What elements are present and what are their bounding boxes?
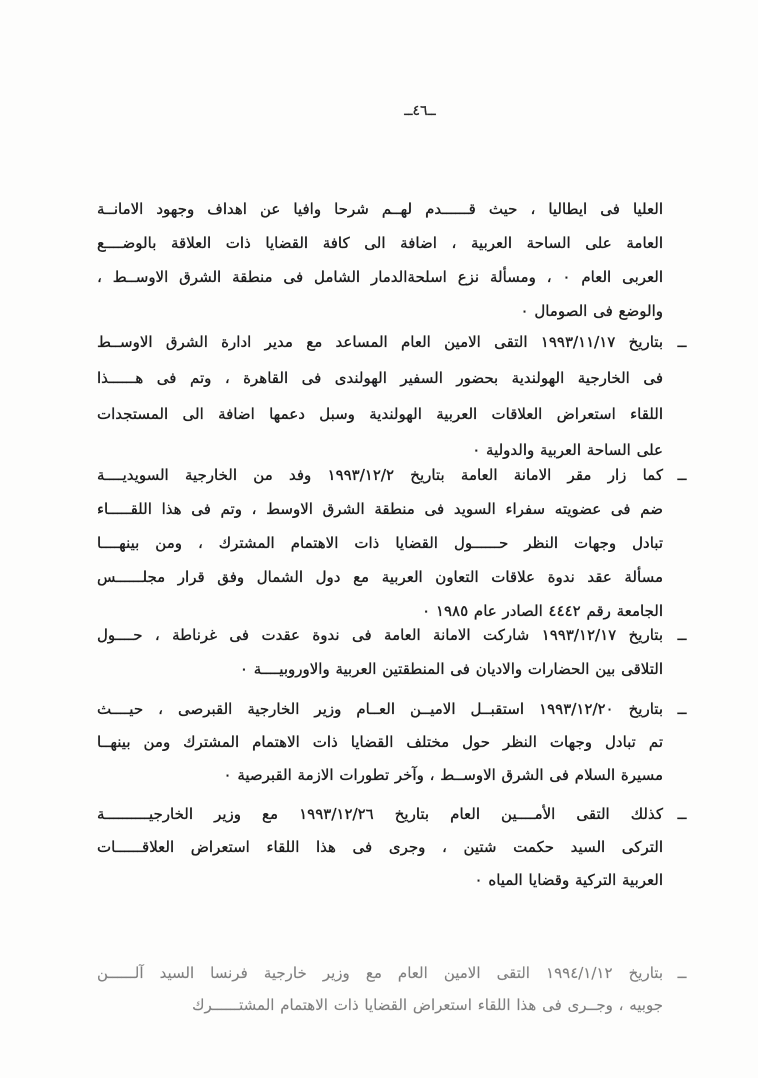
text-line: الجامعة رقم ٤٤٤٢ الصادر عام ١٩٨٥ ٠ [422,602,663,620]
text-line: مسيرة السلام فى الشرق الاوســط ، وآخر تطورات الازمة القبرصية ٠ [223,766,663,784]
page-number: ــ٤٦ــ [404,103,436,119]
dash-bullet-marker: ــ [677,626,687,644]
text-line: على الساحة العربية والدولية ٠ [472,441,663,459]
text-line: بتاريخ ١٩٩٣/١٢/٢٠ استقبــل الاميــن العــام وزير الخارجية القبرصى ، حيــــث [97,700,663,718]
text-line: جوبيه ، وجــرى فى هذا اللقاء استعراض القضايا ذات الاهتمام المشتــــــرك [192,996,663,1014]
text-line: تبادل وجهات النظر حــــــول القضايا ذات الاهتمام المشترك ، ومن بينهــــا [97,534,663,552]
text-line: كذلك التقى الأمــــين العام بتاريخ ١٩٩٣/١٢/٢٦ مع وزير الخارجيــــــــــة [97,805,663,823]
dash-bullet-marker: ــ [677,805,687,823]
bullet-paragraph [97,693,687,792]
text-line: التركى السيد حكمت شتين ، وجرى فى هذا اللقاء استعراض العلاقــــــات [97,838,663,856]
bullet-paragraph [97,324,687,468]
text-line: فى الخارجية الهولندية بحضور السفير الهولندى فى القاهرة ، وتم فى هــــــذا [97,369,663,387]
bullet-paragraph [97,458,687,628]
text-line: كما زار مقر الامانة العامة بتاريخ ١٩٩٣/١٢/٢ وفد من الخارجية السويديــــة [97,466,663,484]
dash-bullet-marker: ــ [677,700,687,718]
text-line: ضم فى عضويته سفراء السويد فى منطقة الشرق الاوسط ، وتم فى هذا اللقـــــاء [97,500,663,518]
dash-bullet-marker: ــ [677,964,687,982]
paragraph [97,192,663,328]
dash-bullet-marker: ــ [677,466,687,484]
text-line: العامة على الساحة العربية ، اضافة الى كافة القضايا ذات العلاقة بالوضــــع [97,234,663,252]
bullet-paragraph [97,618,687,686]
text-line: بتاريخ ١٩٩٣/١٢/١٧ شاركت الامانة العامة فى ندوة عقدت فى غرناطة ، حــــول [97,626,663,644]
text-line: بتاريخ ١٩٩٤/١/١٢ التقى الامين العام مع وزير خارجية فرنسا السيد آلــــــن [97,964,663,982]
text-line: العربى العام ٠ ، ومسألة نزع اسلحةالدمار الشامل فى منطقة الشرق الاوســط ، [97,268,663,286]
bullet-paragraph [97,798,687,897]
text-line: مسألة عقد ندوة علاقات التعاون العربية مع دول الشمال وفق قرار مجلــــــس [97,568,663,586]
text-line: والوضع فى الصومال ٠ [520,302,663,320]
text-line: اللقاء استعراض العلاقات العربية الهولندية وسبل دعمها اضافة الى المستجدات [97,405,663,423]
text-line: العربية التركية وقضايا المياه ٠ [474,871,663,889]
text-line: العليا فى ايطاليا ، حيث قــــــدم لهــم شرحا وافيا عن اهداف وجهود الامانــة [97,200,663,218]
dash-bullet-marker: ــ [677,333,687,351]
text-line: التلاقى بين الحضارات والاديان فى المنطقتين العربية والاوروبيــــة ٠ [239,660,663,678]
text-line: تم تبادل وجهات النظر حول مختلف القضايا ذات الاهتمام المشترك ومن بينهــا [97,733,663,751]
bullet-paragraph [97,957,687,1021]
text-line: بتاريخ ١٩٩٣/١١/١٧ التقى الامين العام المساعد مع مدير ادارة الشرق الاوســط [97,333,664,351]
